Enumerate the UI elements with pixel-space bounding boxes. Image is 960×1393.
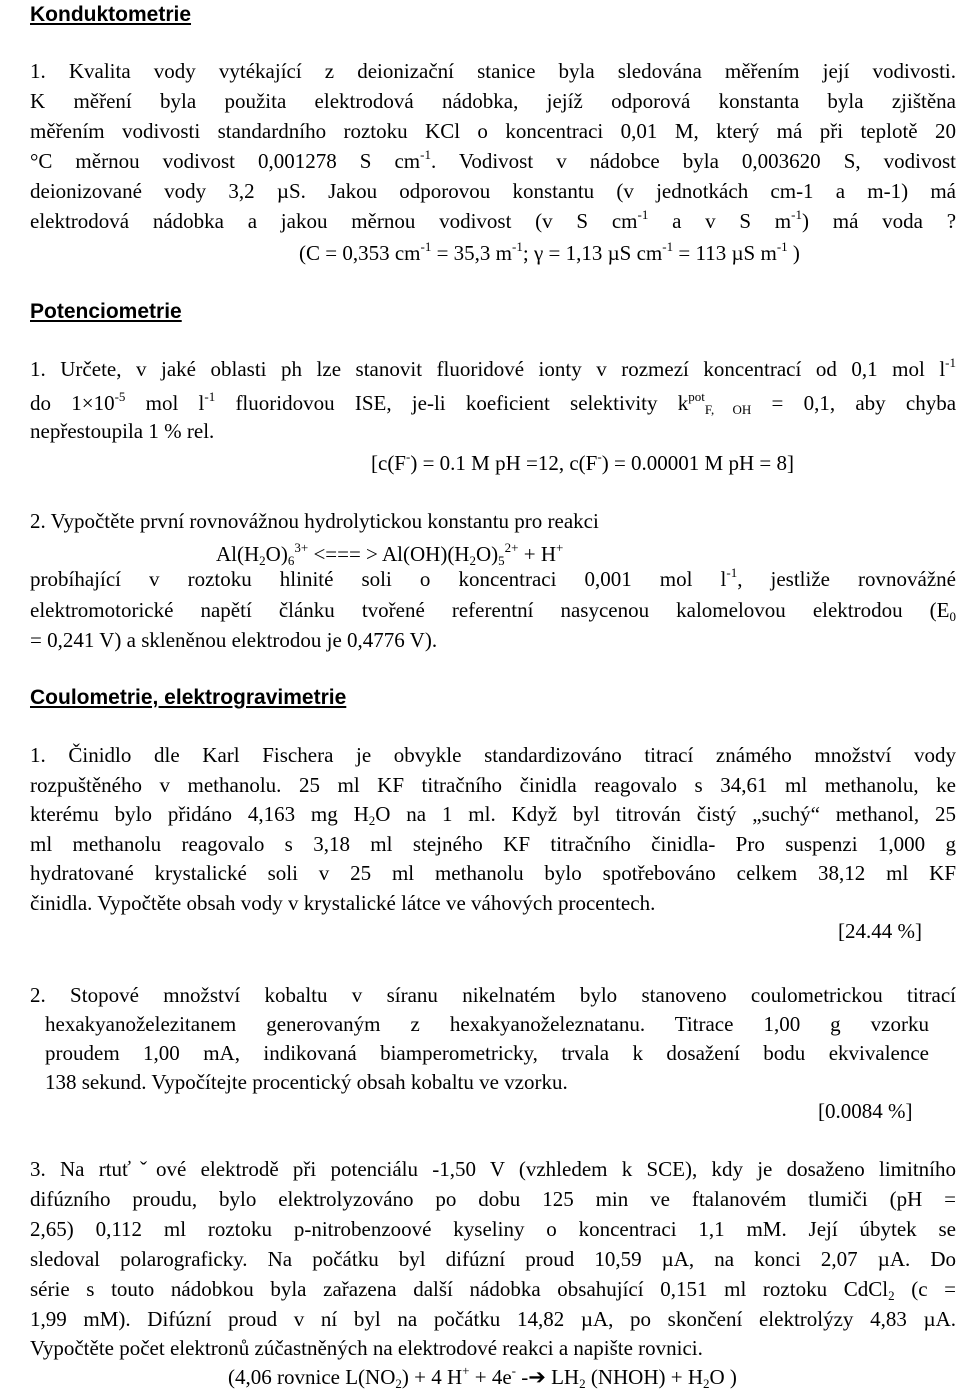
k1-line-5: deionizované vody 3,2 µS. Jakou odporovou konstantu (v jednotkách cm-1 a m-1) má [30,179,956,203]
p1-line-3: nepřestoupila 1 % rel. [30,419,215,443]
p2-line-3: probíhající v roztoku hlinité soli o koncentraci 0,001 mol $l^{-1}$, jestliže rovnovážné [30,565,956,591]
k1-line-1: 1. Kvalita vody vytékající z deionizační stanice byla sledována měřením její vodivosti. [30,59,956,83]
c3-line-7: Vypočtěte počet elektronů zúčastněných na elektrodové reakci a napište rovnici. [30,1336,703,1360]
c2-line-2: hexakyanoželezitanem generovaným z hexakyanoželeznatanu. Titrace 1,00 g vzorku [45,1012,929,1036]
c1-line-6: činidla. Vypočtěte obsah vody v krystalické látce ve váhových procentech. [30,891,656,915]
p2-line-4: elektromotorické napětí článku tvořené referentní nasycenou kalomelovou elektrodou ($E_0$ [30,598,956,624]
section-heading-coulometrie: Coulometrie, elektrogravimetrie [30,686,347,709]
k1-line-3: měřením vodivosti standardního roztoku KCl o koncentraci 0,01 M, který má při teplotě 20 [30,119,956,143]
c1-line-4: ml methanolu reagovalo s 3,18 ml stejného KF titračního činidla- Pro suspenzi 1,000 g [30,832,956,856]
k1-line-2: K měření byla použita elektrodová nádobka, jejíž odporová konstanta byla zjištěna [30,89,956,113]
c3-line-4: sledoval polarograficky. Na počátku byl difúzní proud 10,59 µA, na konci 2,07 µA. Do [30,1247,956,1271]
k1-line-6: elektrodová nádobka a jakou měrnou vodivost (v S $cm^{-1}$ a v S $m^{-1}$) má voda ? [30,207,957,233]
p1-line-1: 1. Určete, v jaké oblasti ph lze stanovit fluoridové ionty v rozmezí koncentrací od 0,1 mol $l^{-1}$ [30,355,956,381]
c2-answer: [0.0084 %] [818,1099,913,1123]
c3-line-2: difúzního proudu, bylo elektrolyzováno po dobu 125 min ve ftalanovém tlumiči (pH = [30,1187,956,1211]
c1-line-3: kterému bylo přidáno 4,163 mg $H_2O$ na 1 ml. Když byl titrován čistý „suchý“ methanol, 25 [30,802,956,828]
p2-equation: $Al(H_2O)_6^{3+}$ <=== > $Al(OH)(H_2O)_5^{2+} + H^+$ [216,540,564,568]
p1-answer: [c(F-) = 0.1 M pH =12, c(F-) = 0.00001 M pH = 8] [371,449,794,475]
c3-line-1: 3. Na rtuťˇové elektrodě při potenciálu -1,50 V (vzhledem k SCE), kdy je dosaženo limitního [30,1157,956,1181]
k1-line-4: °C měrnou vodivost 0,001278 S $cm^{-1}$. Vodivost v nádobce byla 0,003620 S, vodivost [30,147,957,173]
section-heading-potenciometrie: Potenciometrie [30,300,182,323]
c3-line-5: série s touto nádobkou byla zařazena další nádobka obsahující 0,151 ml roztoku CdCl$_2$ (c = [30,1277,956,1303]
c1-line-2: rozpuštěného v methanolu. 25 ml KF titračního činidla reagovalo s 34,61 ml methanolu, ke [30,773,956,797]
k1-answer: (C = 0,353 $cm^{-1} = 35,3$ $m^{-1}$; γ = 1,13 µS $cm^{-1} = 113$ µS $m^{-1}$ ) [299,239,800,265]
c3-line-3: 2,65) 0,112 ml roztoku p-nitrobenzoové kyseliny o koncentraci 1,1 mM. Její úbytek se [30,1217,956,1241]
p1-line-2: do $1\times 10^{-5}$ mol $l^{-1}$ fluoridovou ISE, je-li koeficient selektivity $k^{pot}_{F, OH} = 0,1$, aby chyba [30,389,957,417]
p2-line-5: = 0,241 V) a skleněnou elektrodou je 0,4776 V). [30,628,438,652]
section-heading-konduktometrie: Konduktometrie [30,3,192,26]
c1-line-5: hydratované krystalické soli v 25 ml methanolu bylo spotřebováno celkem 38,12 ml KF [30,861,956,885]
p2-line-1: 2. Vypočtěte první rovnovážnou hydrolytickou konstantu pro reakci [30,509,599,533]
c1-line-1: 1. Činidlo dle Karl Fischera je obvykle standardizováno titrací známého množství vody [30,743,956,767]
c3-answer: (4,06 rovnice $L(NO_2) + 4$ H+ + 4e- -➔ $LH_2$ (NHOH) + $H_2O$ ) [228,1363,737,1391]
c1-answer: [24.44 %] [838,919,922,943]
c2-line-1: 2. Stopové množství kobaltu v síranu nikelnatém bylo stanoveno coulometrickou titrací [30,983,956,1007]
c2-line-3: proudem 1,00 mA, indikovaná biamperometricky, trvala k dosažení bodu ekvivalence [45,1041,929,1065]
c2-line-4: 138 sekund. Vypočítejte procentický obsah kobaltu ve vzorku. [45,1070,568,1094]
c3-line-6: 1,99 mM). Difúzní proud v ní byl na počátku 14,82 µA, po skončení elektrolýzy 4,83 µA. [30,1307,956,1331]
